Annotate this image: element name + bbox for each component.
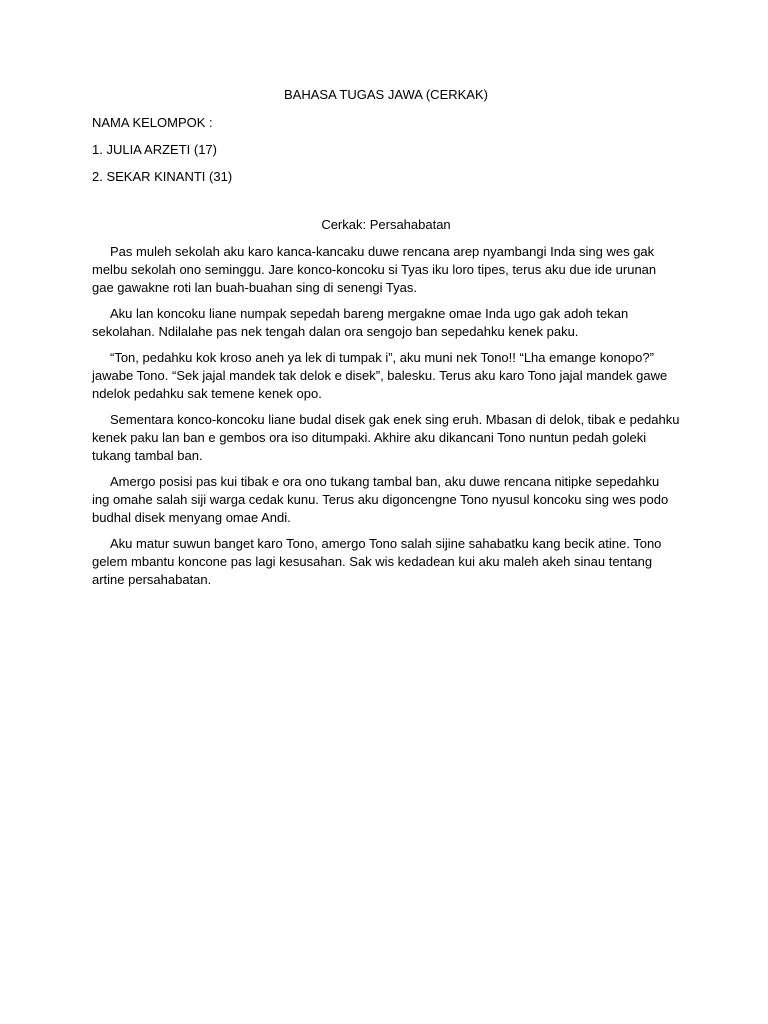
member-2: 2. SEKAR KINANTI (31) <box>92 169 233 184</box>
paragraph-3: “Ton, pedahku kok kroso aneh ya lek di tumpak i”, aku muni nek Tono!! “Lha emange konopo?” jawabe Tono. “Sek jajal mandek tak delok e disek”, balesku. Terus aku karo Tono jajal mandek gawe ndelok pedahku sak temene kenek opo. <box>92 350 668 401</box>
paragraph-2: Aku lan koncoku liane numpak sepedah bareng mergakne omae Inda ugo gak adoh tekan sekolahan. Ndilalahe pas nek tengah dalan ora sengojo ban sepedahku kenek paku. <box>92 306 629 339</box>
story-title: Cerkak: Persahabatan <box>321 217 451 232</box>
paragraph-4: Sementara konco-koncoku liane budal disek gak enek sing eruh. Mbasan di delok, tibak e pedahku kenek paku lan ban e gembos ora iso ditumpaki. Akhire aku dikancani Tono nuntun pedah goleki tukang tambal ban. <box>92 412 680 463</box>
document-heading: BAHASA TUGAS JAWA (CERKAK) <box>284 87 488 102</box>
paragraph-6: Aku matur suwun banget karo Tono, amergo Tono salah sijine sahabatku kang becik atine. Tono gelem mbantu koncone pas lagi kesusahan. Sak wis kedadean kui aku maleh akeh sinau tentang artine persahabatan. <box>92 536 662 587</box>
document-body <box>92 86 680 597</box>
paragraph-1: Pas muleh sekolah aku karo kanca-kancaku duwe rencana arep nyambangi Inda sing wes gak melbu sekolah ono seminggu. Jare konco-koncoku si Tyas iku loro tipes, terus aku due ide urunan gae gawakne roti lan buah-buahan sing di senengi Tyas. <box>92 244 657 295</box>
group-label: NAMA KELOMPOK : <box>92 115 213 130</box>
member-1: 1. JULIA ARZETI (17) <box>92 142 217 157</box>
paragraph-5: Amergo posisi pas kui tibak e ora ono tukang tambal ban, aku duwe rencana nitipke sepedahku ing omahe salah siji warga cedak kunu. Terus aku digoncengne Tono nyusul koncoku sing wes podo budhal disek menyang omae Andi. <box>92 474 669 525</box>
